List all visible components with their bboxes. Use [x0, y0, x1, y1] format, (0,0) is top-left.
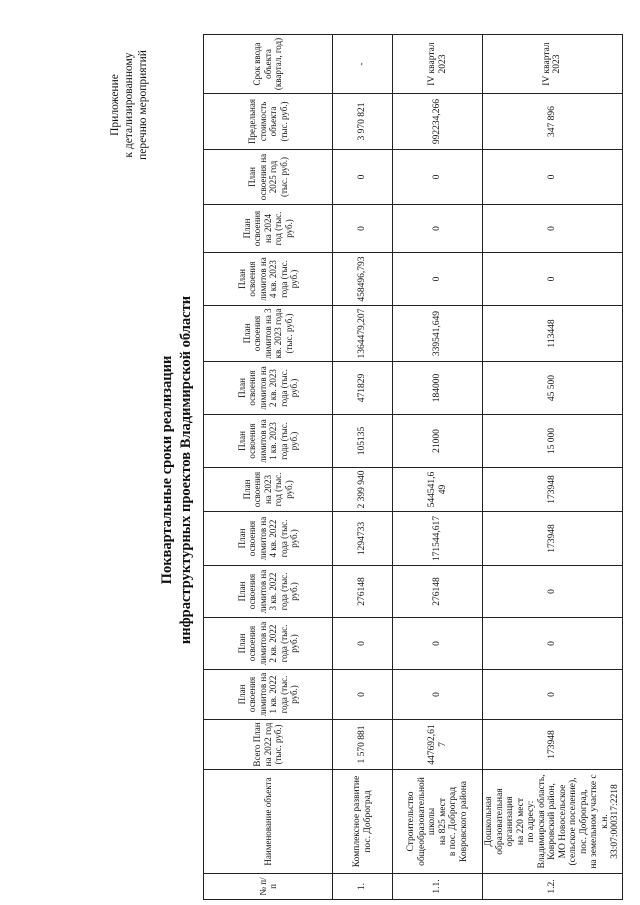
object-name-line: 33:07:000317:2218 [610, 784, 620, 859]
appendix-line: перечню мероприятий [137, 50, 149, 160]
header-cell: План освоения на 2025 год (тыс. руб.) [204, 150, 333, 205]
value-cell: 0 [393, 150, 483, 205]
header-cell: План освоения лимитов на 2 кв. 2023 года (тыс. руб.) [204, 362, 333, 415]
object-name [333, 770, 393, 874]
header-cell: План освоения лимитов на 3 кв. 2022 года (тыс. руб.) [204, 566, 333, 618]
table-row [483, 35, 623, 900]
object-name-line: Комплексное развитие [352, 775, 362, 868]
value-cell: 0 [393, 670, 483, 720]
value-cell: 0 [393, 205, 483, 253]
value-cell: 0 [483, 618, 623, 670]
value-cell: 447692,617 [393, 720, 483, 770]
value-cell: 105135 [333, 415, 393, 468]
object-name-line: Ковровский район, [547, 783, 557, 860]
value-cell: 171544,617 [393, 512, 483, 566]
value-cell: IV квартал 2023 [483, 35, 623, 94]
value-cell: 0 [393, 253, 483, 306]
value-cell: 0 [483, 670, 623, 720]
header-cell: План освоения лимитов на 1 кв. 2022 года (тыс. руб.) [204, 670, 333, 720]
appendix-line: Приложение [109, 74, 121, 136]
value-cell: 15 000 [483, 415, 623, 468]
value-cell: 0 [333, 205, 393, 253]
object-name-line: пос. Доброград [362, 790, 373, 853]
header-cell: № п/п [204, 874, 333, 900]
row-number: 1.2. [483, 874, 623, 900]
value-cell: 2 399 940 [333, 468, 393, 512]
value-cell: 0 [483, 205, 623, 253]
header-cell: План освоения лимитов на 1 кв. 2023 года (тыс. руб.) [204, 415, 333, 468]
header-cell: План освоения лимитов на 4 кв. 2023 года (тыс. руб.) [204, 253, 333, 306]
value-cell: 0 [393, 618, 483, 670]
header-cell: Предельная стоимость объекта (тыс. руб.) [204, 94, 333, 150]
value-cell: 0 [483, 566, 623, 618]
row-number: 1. [333, 874, 393, 900]
schedule-table [203, 34, 623, 900]
value-cell: 276148 [393, 566, 483, 618]
value-cell: 1364479,207 [333, 306, 393, 362]
header-cell: Всего План на 2022 год (тыс. руб.) [204, 720, 333, 770]
table-row [333, 35, 393, 900]
value-cell: 0 [483, 253, 623, 306]
table-header-row [204, 35, 333, 900]
object-name-line: на земельном участке с к.н. [589, 774, 610, 869]
object-name-line: Ковровского района [458, 781, 469, 863]
header-cell: План освоения на 2024 год (тыс. руб.) [204, 205, 333, 253]
appendix-line: к детализированному [123, 52, 135, 158]
header-cell: План освоения лимитов на 2 кв. 2022 года (тыс. руб.) [204, 618, 333, 670]
value-cell: 184000 [393, 362, 483, 415]
object-name [483, 770, 623, 874]
appendix-note [108, 5, 150, 205]
header-cell: План освоения лимитов на 4 кв. 2022 года (тыс. руб.) [204, 512, 333, 566]
header-cell: Наименование объекта [204, 770, 333, 874]
object-name-line: Владимирская область, [536, 774, 547, 869]
header-cell: Срок ввода объекта (квартал, год) [204, 35, 333, 94]
value-cell: 45 500 [483, 362, 623, 415]
value-cell: 173948 [483, 720, 623, 770]
value-cell: 1294733 [333, 512, 393, 566]
value-cell: 21000 [393, 415, 483, 468]
row-number: 1.1. [393, 874, 483, 900]
value-cell: 458496,793 [333, 253, 393, 306]
value-cell: IV квартал 2023 [393, 35, 483, 94]
value-cell: 276148 [333, 566, 393, 618]
value-cell: 173948 [483, 468, 623, 512]
title-line: инфраструктурных проектов Владимирской области [178, 295, 194, 645]
object-name-line: по адресу: [526, 800, 536, 843]
value-cell: 3 970 821 [333, 94, 393, 150]
header-cell: План освоения на 2023 год (тыс. руб.) [204, 468, 333, 512]
title-line: Поквартальные сроки реализации [159, 355, 175, 585]
document-title [158, 185, 196, 755]
value-cell: 173948 [483, 512, 623, 566]
value-cell: 992234,266 [393, 94, 483, 150]
value-cell: 1 570 881 [333, 720, 393, 770]
table-row [393, 35, 483, 900]
value-cell: 0 [333, 618, 393, 670]
value-cell: 339541,649 [393, 306, 483, 362]
object-name-line: в пос. Доброград [448, 786, 458, 857]
object-name-line: пос. Доброград, [578, 789, 589, 854]
object-name [393, 770, 483, 874]
value-cell: 544541,649 [393, 468, 483, 512]
value-cell: 0 [333, 150, 393, 205]
value-cell: 0 [483, 150, 623, 205]
header-cell: План освоения лимитов на 3 кв. 2023 года (тыс. руб.) [204, 306, 333, 362]
object-name-line: Строительство общеобразовательной школы [406, 777, 437, 866]
object-name-line: на 220 мест [515, 797, 526, 846]
object-name-line: Дошкольная образовательная организация [484, 788, 515, 855]
value-cell: - [333, 35, 393, 94]
value-cell: 0 [333, 670, 393, 720]
value-cell: 113448 [483, 306, 623, 362]
value-cell: 347 896 [483, 94, 623, 150]
object-name-line: на 825 мест [437, 797, 448, 846]
value-cell: 471829 [333, 362, 393, 415]
object-name-line: МО Новосельское (сельское поселение), [557, 777, 578, 866]
